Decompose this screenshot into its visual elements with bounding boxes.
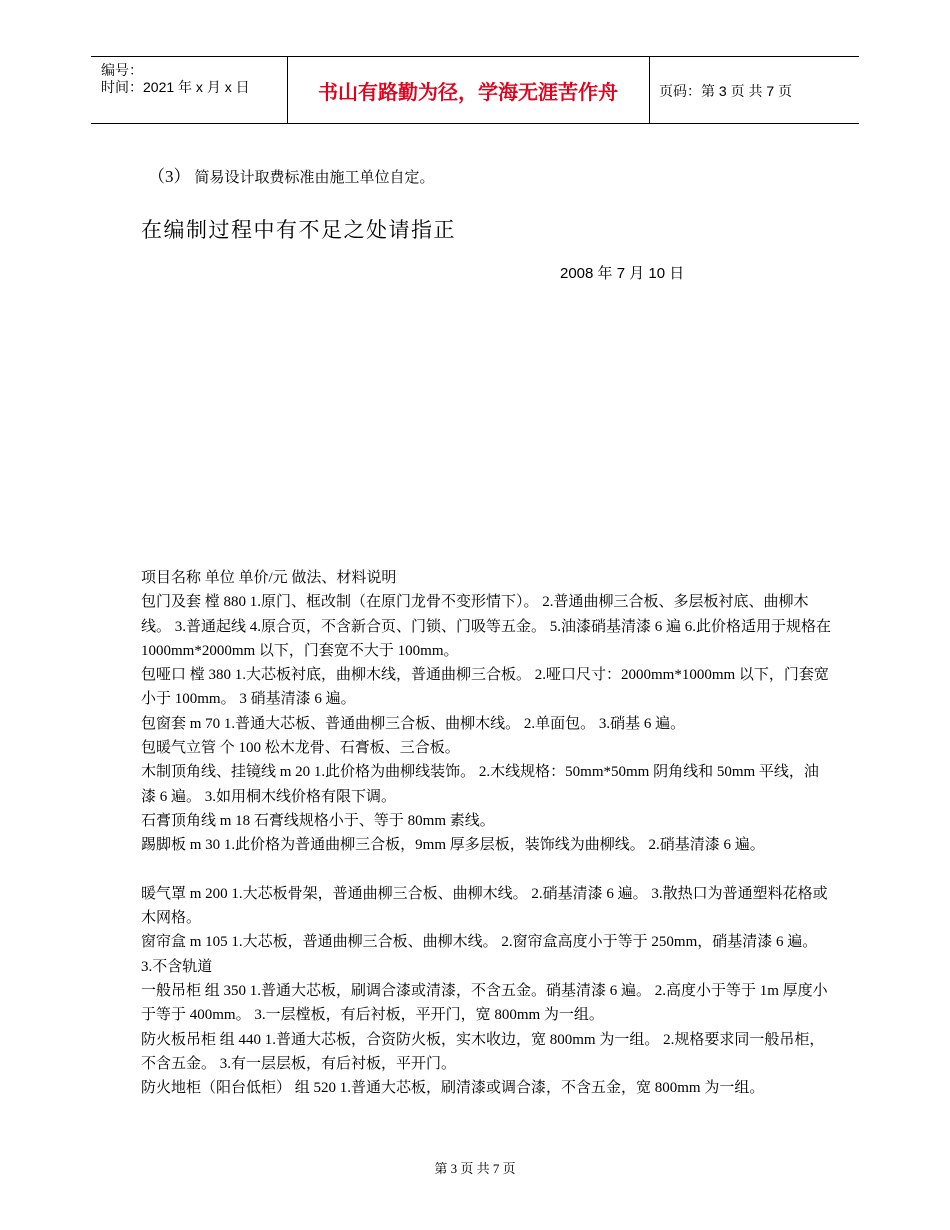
price-item: 包门及套 樘 880 1.原门、框改制（在原门龙骨不变形情下）。 2.普通曲柳三合板、多层板衬底、曲柳木线。 3.普通起线 4.原合页，不含新合页、门锁、门吸等五金。 5.油漆硝基清漆 6 遍 6.此价格适用于规格在 1000mm*2000mm 以下，门套宽不大于 100mm。 xyxy=(141,594,832,659)
fee-note xyxy=(148,162,435,187)
price-item: 防火板吊柜 组 440 1.普通大芯板，合资防火板，实木收边，宽 800mm 为一组。 2.规格要求同一般吊柜，不含五金。 3.有一层层板，有后衬板，平开门。 xyxy=(141,1031,825,1072)
apology-line: 在编制过程中有不足之处请指正 xyxy=(141,218,456,242)
price-item: 石膏顶角线 m 18 石膏线规格小于、等于 80mm 素线。 xyxy=(141,812,495,829)
header-page-number: 页码：第 3 页 共 7 页 xyxy=(659,83,793,99)
price-item: 包哑口 樘 380 1.大芯板衬底，曲柳木线，普通曲柳三合板。 2.哑口尺寸：2000mm*1000mm 以下，门套宽小于 100mm。 3 硝基清漆 6 遍。 xyxy=(141,667,829,708)
price-item: 窗帘盒 m 105 1.大芯板，普通曲柳三合板、曲柳木线。 2.窗帘盒高度小于等于 250mm，硝基清漆 6 遍。 3.不含轨道 xyxy=(141,934,818,975)
blank-line xyxy=(141,858,831,882)
page-footer: 第 3 页 共 7 页 xyxy=(434,1161,516,1176)
document-date: 2008 年 7 月 10 日 xyxy=(560,265,685,282)
price-item: 一般吊柜 组 350 1.普通大芯板，刷调合漆或清漆，不含五金。硝基清漆 6 遍。 2.高度小于等于 1m 厚度小于等于 400mm。 3.一层樘板，有后衬板，平开门，宽 800mm 为一组。 xyxy=(141,983,828,1024)
price-item: 包暖气立管 个 100 松木龙骨、石膏板、三合板。 xyxy=(141,740,460,757)
price-item: 暖气罩 m 200 1.大芯板骨架，普通曲柳三合板、曲柳木线。 2.硝基清漆 6 遍。 3.散热口为普通塑料花格或木网格。 xyxy=(141,885,828,927)
price-item: 防火地柜（阳台低柜） 组 520 1.普通大芯板，刷清漆或调合漆，不含五金，宽 800mm 为一组。 xyxy=(141,1080,765,1097)
price-item: 包窗套 m 70 1.普通大芯板、普通曲柳三合板、曲柳木线。 2.单面包。 3.硝基 6 遍。 xyxy=(141,715,686,732)
price-list xyxy=(141,566,831,1101)
header-motto: 书山有路勤为径，学海无涯苦作舟 xyxy=(287,57,650,123)
page-header xyxy=(91,56,859,124)
price-item: 踢脚板 m 30 1.此价格为普通曲柳三合板，9mm 厚多层板，装饰线为曲柳线。 2.硝基清漆 6 遍。 xyxy=(141,837,765,854)
document-number-label: 编号： xyxy=(101,62,143,78)
price-list-header: 项目名称 单位 单价/元 做法、材料说明 xyxy=(141,570,397,586)
document-time-label: 时间：2021 年 x 月 x 日 xyxy=(101,79,250,95)
fee-note-number: （3） xyxy=(148,167,191,186)
fee-note-text: 简易设计取费标准由施工单位自定。 xyxy=(194,169,435,186)
price-item: 木制顶角线、挂镜线 m 20 1.此价格为曲柳线装饰。 2.木线规格：50mm*50mm 阴角线和 50mm 平线，油漆 6 遍。 3.如用桐木线价格有限下调。 xyxy=(141,764,819,805)
header-meta xyxy=(91,57,288,123)
